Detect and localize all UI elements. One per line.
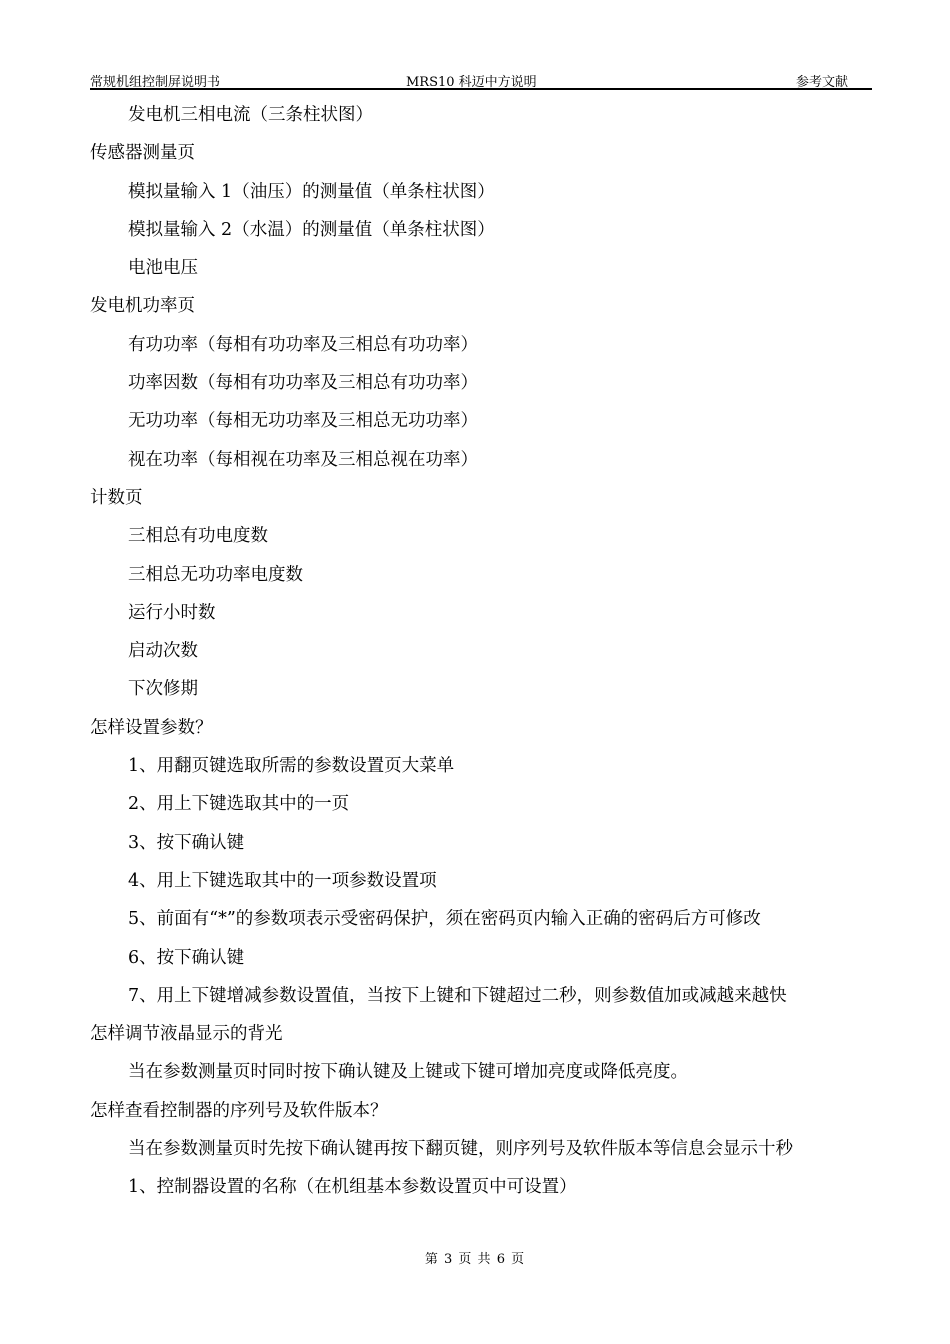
section-heading: 传感器测量页 xyxy=(90,143,195,164)
body-line: 当在参数测量页时先按下确认键再按下翻页键，则序列号及软件版本等信息会显示十秒 xyxy=(128,1139,793,1160)
section-heading: 怎样设置参数？ xyxy=(90,717,213,738)
body-line: 6、按下确认键 xyxy=(128,947,245,968)
body-line: 发电机三相电流（三条柱状图） xyxy=(128,105,373,125)
page-number: 第 3 页 共 6 页 xyxy=(424,1252,526,1267)
page-header xyxy=(90,70,872,90)
body-line: 功率因数（每相有功功率及三相总有功功率） xyxy=(128,373,478,394)
body-line: 2、用上下键选取其中的一页 xyxy=(128,794,350,815)
header-doc-title: 常规机组控制屏说明书 xyxy=(90,75,221,90)
section-heading: 怎样查看控制器的序列号及软件版本？ xyxy=(90,1100,388,1121)
body-line: 运行小时数 xyxy=(128,602,216,623)
header-subtitle: MRS10 科迈中方说明 xyxy=(406,75,537,90)
body-line: 7、用上下键增减参数设置值，当按下上键和下键超过二秒，则参数值加或减越来越快 xyxy=(128,985,787,1006)
body-line: 下次修期 xyxy=(128,679,198,700)
body-line: 无功功率（每相无功功率及三相总无功功率） xyxy=(128,411,478,432)
body-line: 当在参数测量页时同时按下确认键及上键或下键可增加亮度或降低亮度。 xyxy=(128,1062,688,1083)
body-line: 三相总有功电度数 xyxy=(128,526,268,547)
body-line: 5、前面有“*”的参数项表示受密码保护，须在密码页内输入正确的密码后方可修改 xyxy=(128,909,761,930)
body-line: 有功功率（每相有功功率及三相总有功功率） xyxy=(128,334,478,355)
body-line: 1、用翻页键选取所需的参数设置页大菜单 xyxy=(128,756,455,777)
body-line: 视在功率（每相视在功率及三相总视在功率） xyxy=(128,449,478,470)
section-heading: 怎样调节液晶显示的背光 xyxy=(90,1024,283,1045)
body-line: 启动次数 xyxy=(128,641,198,662)
section-heading: 计数页 xyxy=(90,487,143,508)
body-line: 三相总无功功率电度数 xyxy=(128,564,303,585)
section-heading: 发电机功率页 xyxy=(90,296,195,317)
body-line: 电池电压 xyxy=(128,258,198,279)
body-line: 模拟量输入 1（油压）的测量值（单条柱状图） xyxy=(128,181,495,202)
document-body xyxy=(90,98,890,1209)
body-line: 模拟量输入 2（水温）的测量值（单条柱状图） xyxy=(128,219,495,240)
body-line: 3、按下确认键 xyxy=(128,832,245,853)
body-line: 1、控制器设置的名称（在机组基本参数设置页中可设置） xyxy=(128,1177,577,1198)
header-section: 参考文献 xyxy=(795,75,848,90)
body-line: 4、用上下键选取其中的一项参数设置项 xyxy=(128,870,437,891)
